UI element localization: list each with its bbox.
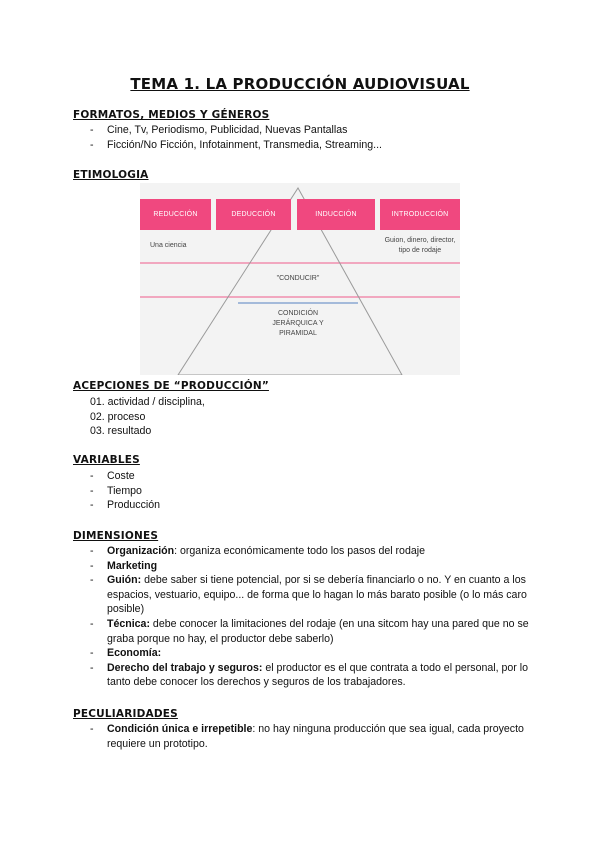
list-item: - Coste — [90, 470, 135, 482]
page-title: TEMA 1. LA PRODUCCIÓN AUDIOVISUAL — [130, 75, 470, 93]
list-item: 01. actividad / disciplina, — [90, 396, 205, 408]
list-item: - Condición única e irrepetible: no hay ninguna producción que sea igual, cada proyecto requiere un prototipo. — [90, 723, 524, 750]
center-label: "CONDUCIR" — [276, 275, 320, 282]
list-item: - Ficción/No Ficción, Infotainment, Transmedia, Streaming... — [90, 138, 382, 151]
list-item: 02. proceso — [90, 410, 146, 423]
list-item: - Técnica: debe conocer la limitaciones del rodaje (en una sitcom hay una pared que no se graba porque no hay, el productor debe saberlo) — [90, 617, 529, 645]
section-heading-dimensiones: DIMENSIONES — [73, 530, 159, 542]
acepciones-list — [90, 395, 530, 439]
list-item: - Organización: organiza económicamente todo los pasos del rodaje — [90, 545, 425, 557]
section-heading-variables: VARIABLES — [73, 454, 140, 466]
left-note: Una ciencia — [150, 242, 187, 249]
right-note: Guion, dinero, director, tipo de rodaje — [384, 237, 456, 254]
base-label: CONDICIÓN JERÁRQUICA Y PIRAMIDAL — [272, 310, 324, 337]
box-induccion: INDUCCIÓN — [297, 199, 375, 230]
dimensiones-list — [90, 544, 530, 690]
list-item: - Producción — [90, 499, 160, 512]
list-item: - Tiempo — [90, 484, 142, 497]
variables-list — [90, 469, 530, 513]
list-item: - Marketing — [90, 559, 158, 572]
list-item: - Derecho del trabajo y seguros: el productor es el que contrata a todo el personal, por lo tanto debe conocer los derechos y seguros de los trabajadores. — [90, 661, 529, 689]
box-reduccion: REDUCCIÓN — [140, 199, 211, 230]
section-heading-peculiaridades: PECULIARIDADES — [73, 708, 178, 720]
section-heading-acepciones: ACEPCIONES DE “PRODUCCIÓN” — [73, 380, 269, 392]
list-item: 03. resultado — [90, 425, 152, 438]
box-deduccion: DEDUCCIÓN — [216, 199, 291, 230]
box-introduccion: INTRODUCCIÓN — [380, 199, 460, 230]
section-heading-formatos: FORMATOS, MEDIOS Y GÉNEROS — [73, 109, 270, 121]
list-item: - Economía: — [90, 647, 162, 660]
formatos-list — [90, 123, 530, 152]
peculiaridades-list — [90, 722, 530, 751]
section-heading-etimologia: ETIMOLOGIA — [73, 169, 149, 181]
list-item: - Guión: debe saber si tiene potencial, por si se debería financiarlo o no. Y en cuanto a los espacios, vestuario, equipo... de forma que lo hagan lo más barato posible (o lo más caro posible) — [90, 574, 527, 616]
etymology-diagram — [140, 183, 460, 375]
list-item: - Cine, Tv, Periodismo, Publicidad, Nuevas Pantallas — [90, 124, 348, 136]
